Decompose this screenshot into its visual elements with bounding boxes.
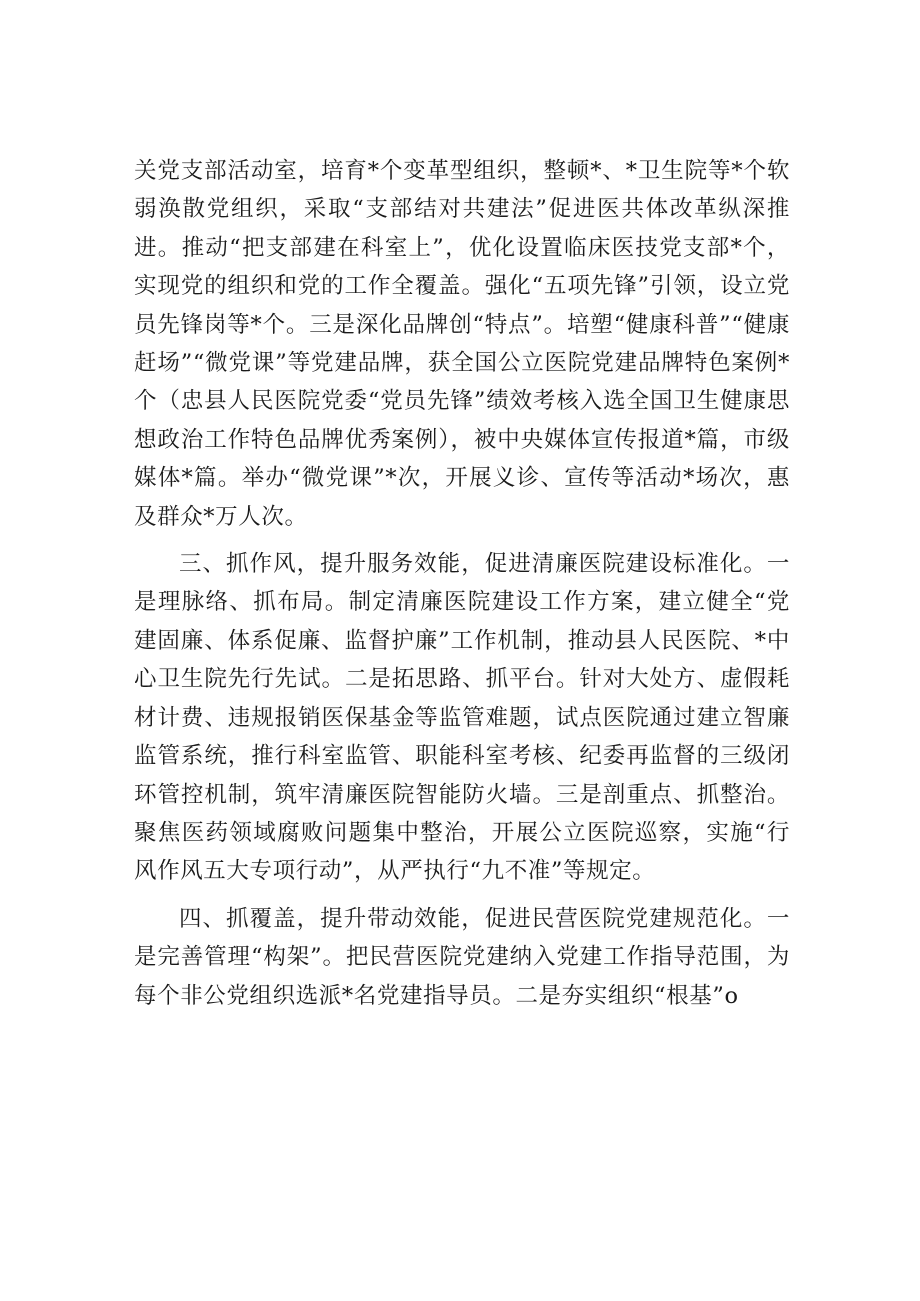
paragraph-2-section-three: 三、抓作风，提升服务效能，促进清廉医院建设标准化。一是理脉络、抓布局。制定清廉医院建设工作方案，建立健全“党建固廉、体系促廉、监督护廉”工作机制，推动县人民医院、*中心卫生院先行先试。二是拓思路、抓平台。针对大处方、虚假耗材计费、违规报销医保基金等监管难题，试点医院通过建立智廉监管系统，推行科室监管、职能科室考核、纪委再监督的三级闭环管控机制，筑牢清廉医院智能防火墙。三是剖重点、抓整治。聚焦医药领域腐败问题集中整治，开展公立医院巡察，实施“行风作风五大专项行动”，从严执行“九不准”等规定。 (134, 551, 790, 885)
paragraph-1: 关党支部活动室，培育*个变革型组织，整顿*、*卫生院等*个软弱涣散党组织，采取“支部结对共建法”促进医共体改革纵深推进。推动“把支部建在科室上”，优化设置临床医技党支部*个，实现党的组织和党的工作全覆盖。强化“五项先锋”引领，设立党员先锋岗等*个。三是深化品牌创“特点”。培塑“健康科普”“健康赶场”“微党课”等党建品牌，获全国公立医院党建品牌特色案例*个（忠县人民医院党委“党员先锋”绩效考核入选全国卫生健康思想政治工作特色品牌优秀案例），被中央媒体宣传报道*篇，市级媒体*篇。举办“微党课”*次，开展义诊、宣传等活动*场次，惠及群众*万人次。 (134, 158, 790, 530)
paragraph-3-section-four: 四、抓覆盖，提升带动效能，促进民营医院党建规范化。一是完善管理“构架”。把民营医院党建纳入党建工作指导范围，为每个非公党组织选派*名党建指导员。二是夯实组织“根基”o (134, 905, 790, 1009)
document-body (134, 152, 790, 1015)
